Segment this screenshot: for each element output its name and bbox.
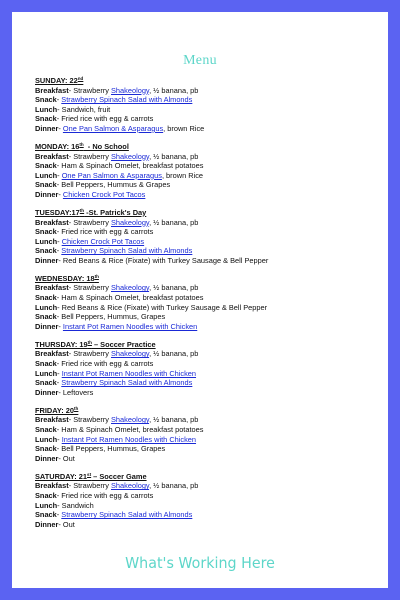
meal-row (35, 415, 375, 425)
meal-row (35, 190, 375, 200)
meal-label: Breakfast (35, 415, 69, 425)
meal-row (35, 322, 375, 332)
day-ordinal-suffix: th (87, 339, 92, 345)
meal-label: Lunch (35, 368, 58, 378)
recipe-link[interactable]: Shakeology (111, 151, 150, 161)
meal-label: Lunch (35, 500, 58, 510)
recipe-link[interactable]: Strawberry Spinach Salad with Almonds (61, 378, 193, 388)
meal-row (35, 520, 375, 530)
meal-text: - Fried rice with egg & carrots (56, 227, 154, 237)
meal-text: - Bell Peppers, Hummus & Grapes (56, 180, 171, 190)
meal-label: Dinner (35, 255, 59, 265)
meal-row (35, 349, 375, 359)
meal-label: Dinner (35, 453, 59, 463)
day-section (35, 76, 375, 134)
meal-text: , ½ banana, pb (149, 283, 199, 293)
meal-text: - (58, 321, 63, 331)
day-note: - No School (83, 141, 129, 151)
meal-text: - Strawberry (68, 283, 111, 293)
meal-text: - (58, 189, 63, 199)
meal-row (35, 256, 375, 266)
meal-text: - Out (58, 453, 75, 463)
meal-row (35, 227, 375, 237)
meal-label: Lunch (35, 236, 58, 246)
meal-text: - (56, 246, 62, 256)
meal-label: Snack (35, 246, 57, 256)
meal-label: Snack (35, 95, 57, 105)
recipe-link[interactable]: Strawberry Spinach Salad with Almonds (61, 246, 193, 256)
meal-text: - Out (58, 519, 75, 529)
meal-label: Breakfast (35, 217, 69, 227)
day-header (35, 340, 375, 350)
meal-text: - Strawberry (68, 481, 111, 491)
meal-text: , ½ banana, pb (149, 349, 199, 359)
meal-label: Dinner (35, 519, 59, 529)
recipe-link[interactable]: Chicken Crock Pot Tacos (62, 189, 146, 199)
meal-text: - (58, 123, 63, 133)
day-ordinal-suffix: nd (77, 76, 84, 81)
day-header (35, 472, 375, 482)
day-name: FRIDAY: 20 (35, 405, 75, 415)
meal-text: - (56, 510, 62, 520)
meal-text: - (56, 378, 62, 388)
day-name: SATURDAY: 21 (35, 471, 88, 481)
meal-row (35, 171, 375, 181)
meal-label: Breakfast (35, 151, 69, 161)
meal-text: - Strawberry (68, 85, 111, 95)
meal-row (35, 369, 375, 379)
meal-text: , ½ banana, pb (149, 151, 199, 161)
meal-label: Snack (35, 293, 57, 303)
meal-text: - Strawberry (68, 151, 111, 161)
meal-text: - (57, 434, 62, 444)
meal-text: , ½ banana, pb (149, 481, 199, 491)
meal-text: - Bell Peppers, Hummus, Grapes (56, 312, 166, 322)
meal-label: Snack (35, 359, 57, 368)
meal-row (35, 303, 375, 313)
meal-label: Dinner (35, 387, 59, 397)
meal-text: , ½ banana, pb (149, 415, 199, 425)
meal-label: Lunch (35, 434, 58, 444)
meal-row (35, 86, 375, 96)
day-ordinal-suffix: st (87, 471, 92, 477)
meal-text: - Leftovers (58, 387, 94, 397)
meal-text: , ½ banana, pb (149, 217, 199, 227)
meal-label: Dinner (35, 189, 59, 199)
day-ordinal-suffix: th (79, 207, 85, 213)
meal-text: - Bell Peppers, Hummus, Grapes (56, 444, 166, 454)
meal-row (35, 105, 375, 115)
day-name: THURSDAY: 19 (35, 339, 88, 349)
meal-text: - (57, 170, 62, 180)
meal-row (35, 152, 375, 162)
meal-label: Snack (35, 424, 57, 434)
meal-text: - Ham & Spinach Omelet, breakfast potatoes (56, 161, 204, 171)
day-header (35, 76, 375, 86)
meal-label: Breakfast (35, 85, 69, 95)
meal-row (35, 378, 375, 388)
meal-row (35, 161, 375, 171)
meal-row (35, 114, 375, 124)
day-header (35, 142, 375, 152)
recipe-link[interactable]: Shakeology (111, 349, 150, 359)
meal-label: Breakfast (35, 349, 69, 359)
day-ordinal-suffix: th (74, 405, 79, 411)
meal-text: - Fried rice with egg & carrots (56, 114, 154, 124)
meal-label: Snack (35, 490, 57, 500)
meal-row (35, 435, 375, 445)
meal-text: - Sandwich, fruit (57, 104, 111, 114)
recipe-link[interactable]: Shakeology (111, 283, 150, 293)
meal-label: Snack (35, 180, 57, 190)
meal-label: Snack (35, 312, 57, 322)
recipe-link[interactable]: Shakeology (111, 415, 150, 425)
recipe-link[interactable]: Shakeology (111, 481, 150, 491)
meal-row (35, 237, 375, 247)
meal-label: Snack (35, 161, 57, 171)
meal-text: - (57, 236, 62, 246)
meal-row (35, 312, 375, 322)
day-name: SUNDAY: 22 (35, 76, 78, 85)
meal-label: Breakfast (35, 283, 69, 293)
meal-row (35, 124, 375, 134)
meal-label: Lunch (35, 302, 58, 312)
day-section (35, 406, 375, 464)
meal-text: - Ham & Spinach Omelet, breakfast potatoes (56, 293, 204, 303)
weekly-menu (35, 76, 375, 538)
meal-label: Dinner (35, 321, 59, 331)
recipe-link[interactable]: Chicken Crock Pot Tacos (61, 236, 145, 246)
meal-row (35, 501, 375, 511)
meal-text: - (56, 95, 62, 105)
meal-row (35, 293, 375, 303)
meal-text: - Fried rice with egg & carrots (56, 359, 154, 368)
meal-label: Snack (35, 510, 57, 520)
meal-text: - Ham & Spinach Omelet, breakfast potatoes (56, 424, 204, 434)
meal-text: - (57, 368, 62, 378)
meal-text: - Red Beans & Rice (Fixate) with Turkey Sausage & Bell Pepper (57, 302, 268, 312)
meal-label: Lunch (35, 104, 58, 114)
meal-text: - Strawberry (68, 415, 111, 425)
meal-text: , brown Rice (161, 170, 204, 180)
meal-row (35, 218, 375, 228)
meal-label: Snack (35, 114, 57, 124)
day-note: -St. Patrick's Day (84, 207, 147, 217)
meal-row (35, 95, 375, 105)
recipe-link[interactable]: Shakeology (111, 85, 150, 95)
meal-text: - Red Beans & Rice (Fixate) with Turkey Sausage & Bell Pepper (58, 255, 269, 265)
day-name: WEDNESDAY: 18 (35, 273, 95, 283)
meal-text: , brown Rice (163, 123, 205, 133)
recipe-link[interactable]: Instant Pot Ramen Noodles with Chicken (61, 368, 197, 378)
meal-row (35, 246, 375, 256)
day-header (35, 274, 375, 284)
day-ordinal-suffix: th (79, 141, 84, 147)
day-name: TUESDAY:17 (35, 207, 80, 217)
day-section (35, 472, 375, 530)
meal-row (35, 388, 375, 398)
menu-sheet (12, 12, 388, 588)
meal-row (35, 454, 375, 464)
day-header (35, 406, 375, 416)
meal-text: - Sandwich (57, 500, 94, 510)
meal-text: - Fried rice with egg & carrots (56, 490, 154, 500)
meal-row (35, 180, 375, 190)
page-title: Menu (183, 53, 217, 68)
meal-row (35, 425, 375, 435)
meal-label: Snack (35, 378, 57, 388)
day-note: – Soccer Practice (91, 339, 156, 349)
meal-text: , ½ banana, pb (149, 85, 199, 95)
meal-row (35, 491, 375, 501)
meal-label: Snack (35, 227, 57, 237)
day-header (35, 208, 375, 218)
recipe-link[interactable]: Instant Pot Ramen Noodles with Chicken (61, 434, 197, 444)
meal-row (35, 283, 375, 293)
meal-label: Lunch (35, 170, 58, 180)
meal-row (35, 444, 375, 454)
recipe-link[interactable]: Shakeology (111, 217, 150, 227)
footer-brand: What's Working Here (125, 554, 275, 572)
day-ordinal-suffix: th (94, 273, 99, 279)
recipe-link[interactable]: Strawberry Spinach Salad with Almonds (61, 510, 193, 520)
meal-label: Dinner (35, 123, 59, 133)
meal-row (35, 359, 375, 369)
day-section (35, 274, 375, 332)
day-note: – Soccer Game (91, 471, 147, 481)
meal-text: - Strawberry (68, 349, 111, 359)
meal-row (35, 481, 375, 491)
meal-row (35, 510, 375, 520)
day-section (35, 142, 375, 200)
day-section (35, 208, 375, 266)
meal-label: Breakfast (35, 481, 69, 491)
recipe-link[interactable]: Strawberry Spinach Salad with Almonds (61, 95, 193, 105)
recipe-link[interactable]: Instant Pot Ramen Noodles with Chicken (62, 321, 198, 331)
meal-label: Snack (35, 444, 57, 454)
day-name: MONDAY: 16 (35, 141, 80, 151)
day-section (35, 340, 375, 398)
meal-text: - Strawberry (68, 217, 111, 227)
recipe-link[interactable]: One Pan Salmon & Asparagus (62, 123, 164, 133)
recipe-link[interactable]: One Pan Salmon & Asparagus (61, 170, 162, 180)
